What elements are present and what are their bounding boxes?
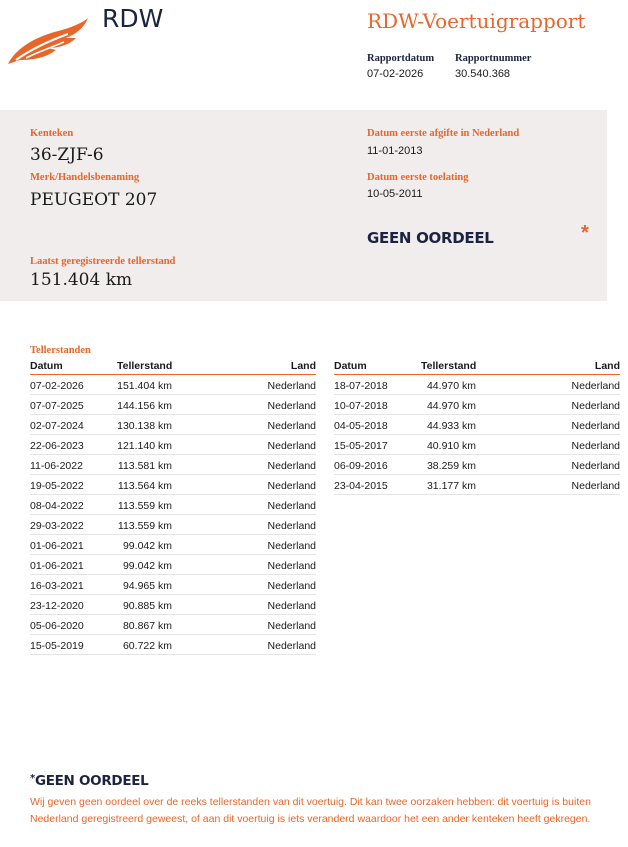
cell-reading: 130.138 km [117,420,172,432]
cell-reading: 113.581 km [117,460,172,472]
readings-table-left [30,360,316,655]
first-nl-value: 11-01-2013 [367,145,423,157]
table-row [334,376,620,395]
cell-reading: 44.970 km [426,380,476,392]
table-row [334,436,620,455]
cell-country: Nederland [571,480,620,492]
cell-country: Nederland [267,520,316,532]
readings-table-right [334,360,620,495]
cell-country: Nederland [267,540,316,552]
report-title: RDW-Voertuigrapport [367,9,586,33]
cell-country: Nederland [571,460,620,472]
first-nl-label: Datum eerste afgifte in Nederland [367,128,520,139]
cell-reading: 80.867 km [122,620,172,632]
cell-country: Nederland [571,400,620,412]
cell-reading: 99.042 km [122,560,172,572]
cell-reading: 44.933 km [426,420,476,432]
cell-date: 15-05-2017 [334,440,388,452]
cell-country: Nederland [267,440,316,452]
cell-reading: 121.140 km [117,440,172,452]
cell-country: Nederland [267,400,316,412]
make-value: PEUGEOT 207 [30,190,158,210]
cell-country: Nederland [267,420,316,432]
cell-date: 01-06-2021 [30,560,84,572]
cell-reading: 113.559 km [117,520,172,532]
verdict-asterisk: * [581,222,589,244]
footnote-text: Wij geven geen oordeel over de reeks tellerstanden van dit voertuig. Dit kan twee oorzaken hebben: dit voertuig is buiten Nederland geregistreerd geweest, of aan dit voertuig is iets veranderd waardoor het een ander kenteken heeft gekregen. [30,796,591,825]
cell-date: 18-07-2018 [334,380,388,392]
cell-reading: 38.259 km [426,460,476,472]
cell-country: Nederland [267,580,316,592]
cell-date: 23-12-2020 [30,600,84,612]
first-admission-label: Datum eerste toelating [367,172,469,183]
col-country-header: Land [290,360,316,372]
table-row [334,396,620,415]
readings-section-label: Tellerstanden [30,345,91,356]
cell-date: 23-04-2015 [334,480,388,492]
table-header [30,360,316,375]
cell-country: Nederland [571,420,620,432]
cell-reading: 60.722 km [122,640,172,652]
cell-date: 08-04-2022 [30,500,84,512]
col-reading-header: Tellerstand [117,360,173,372]
cell-country: Nederland [267,560,316,572]
cell-date: 16-03-2021 [30,580,84,592]
cell-date: 05-06-2020 [30,620,84,632]
table-row [30,496,316,515]
plate-value: 36-ZJF-6 [30,145,104,165]
table-row [30,636,316,655]
report-number-label: Rapportnummer [455,53,532,64]
table-row [30,416,316,435]
cell-date: 07-07-2025 [30,400,84,412]
cell-reading: 151.404 km [117,380,172,392]
table-row [30,476,316,495]
cell-reading: 90.885 km [122,600,172,612]
table-row [30,436,316,455]
table-header [334,360,620,375]
cell-date: 04-05-2018 [334,420,388,432]
col-reading-header: Tellerstand [421,360,477,372]
table-row [30,376,316,395]
first-admission-value: 10-05-2011 [367,188,423,200]
table-row [30,576,316,595]
cell-reading: 113.559 km [117,500,172,512]
cell-date: 07-02-2026 [30,380,84,392]
cell-reading: 44.970 km [426,400,476,412]
cell-reading: 40.910 km [426,440,476,452]
brand-name: RDW [102,4,164,33]
cell-date: 19-05-2022 [30,480,84,492]
cell-country: Nederland [267,620,316,632]
table-row [30,456,316,475]
table-row [30,616,316,635]
table-row [334,416,620,435]
table-row [334,456,620,475]
cell-date: 15-05-2019 [30,640,84,652]
plate-label: Kenteken [30,128,74,139]
col-date-header: Datum [30,360,63,372]
cell-country: Nederland [571,440,620,452]
table-row [30,536,316,555]
cell-date: 29-03-2022 [30,520,84,532]
table-row [30,396,316,415]
cell-reading: 94.965 km [122,580,172,592]
make-label: Merk/Handelsbenaming [30,172,140,183]
cell-reading: 144.156 km [117,400,172,412]
col-date-header: Datum [334,360,367,372]
cell-country: Nederland [571,380,620,392]
cell-date: 06-09-2016 [334,460,388,472]
cell-country: Nederland [267,380,316,392]
report-date: 07-02-2026 [367,68,424,80]
cell-country: Nederland [267,480,316,492]
cell-country: Nederland [267,500,316,512]
cell-reading: 31.177 km [426,480,476,492]
table-row [334,476,620,495]
cell-country: Nederland [267,460,316,472]
cell-country: Nederland [267,600,316,612]
table-row [30,516,316,535]
report-date-label: Rapportdatum [367,53,435,64]
table-row [30,596,316,615]
cell-reading: 99.042 km [122,540,172,552]
last-odo-label: Laatst geregistreerde tellerstand [30,256,176,267]
cell-date: 01-06-2021 [30,540,84,552]
footnote-title [30,773,148,789]
cell-country: Nederland [267,640,316,652]
footnote-marker: * [30,773,35,784]
report-number: 30.540.368 [455,68,511,80]
cell-date: 22-06-2023 [30,440,84,452]
cell-date: 11-06-2022 [30,460,83,472]
rdw-logo-icon [6,18,90,66]
last-odo-value: 151.404 km [30,270,133,290]
col-country-header: Land [594,360,620,372]
cell-reading: 113.564 km [117,480,172,492]
table-row [30,556,316,575]
footnote-title-text: GEEN OORDEEL [34,773,149,789]
cell-date: 10-07-2018 [334,400,388,412]
cell-date: 02-07-2024 [30,420,84,432]
verdict: GEEN OORDEEL [367,229,494,247]
